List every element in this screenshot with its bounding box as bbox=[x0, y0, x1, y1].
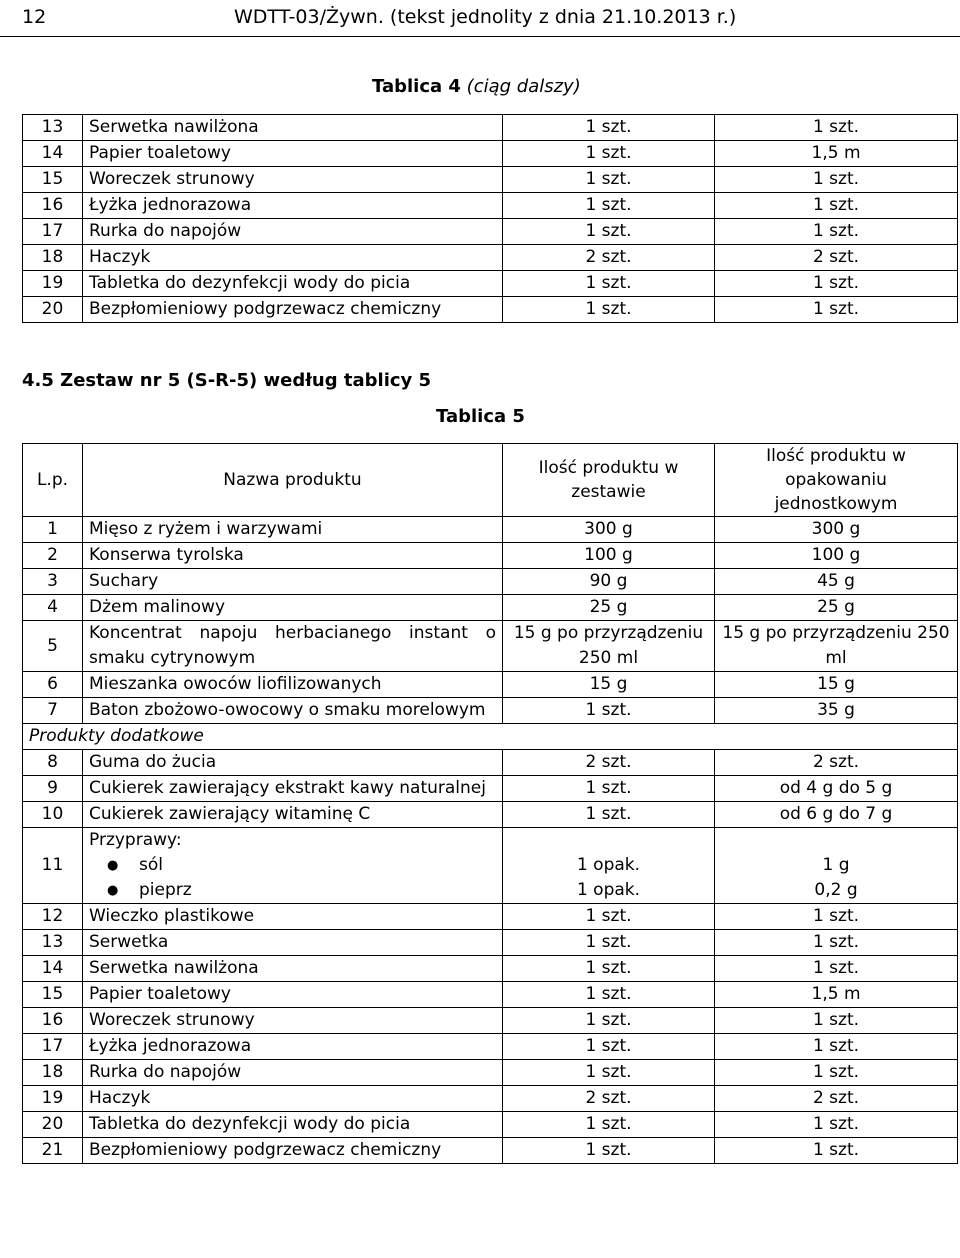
table-row bbox=[23, 956, 958, 982]
row-product-name: Papier toaletowy bbox=[83, 141, 503, 167]
row-package-quantity: 1,5 m bbox=[715, 141, 958, 167]
row-package-quantity: 1 szt. bbox=[715, 930, 958, 956]
row-quantity: 1 szt. bbox=[503, 219, 715, 245]
header-pack: Ilość produktu w opakowaniu jednostkowym bbox=[715, 444, 958, 517]
row-number: 1 bbox=[23, 517, 83, 543]
spice-value: 0,2 g bbox=[814, 880, 858, 900]
row-number: 11 bbox=[23, 828, 83, 904]
row-number: 10 bbox=[23, 802, 83, 828]
row-quantity: 1 szt. bbox=[503, 1060, 715, 1086]
table-row bbox=[23, 776, 958, 802]
row-package-quantity: 1 szt. bbox=[715, 219, 958, 245]
row-number: 14 bbox=[23, 141, 83, 167]
row-package-quantity: 1 szt. bbox=[715, 956, 958, 982]
table-row bbox=[23, 982, 958, 1008]
row-product-name: Rurka do napojów bbox=[83, 1060, 503, 1086]
row-quantity: 1 szt. bbox=[503, 956, 715, 982]
table-row bbox=[23, 621, 958, 672]
row-package-quantity: 2 szt. bbox=[715, 245, 958, 271]
row-number: 19 bbox=[23, 271, 83, 297]
table-row bbox=[23, 167, 958, 193]
row-number: 4 bbox=[23, 595, 83, 621]
row-number: 17 bbox=[23, 219, 83, 245]
header-lp: L.p. bbox=[23, 444, 83, 517]
row-product-name: Serwetka bbox=[83, 930, 503, 956]
row-package-quantity: 1,5 m bbox=[715, 982, 958, 1008]
table4-caption-note: (ciąg dalszy) bbox=[466, 76, 581, 97]
row-package-quantity: 1 szt. bbox=[715, 297, 958, 323]
row-product-name: Łyżka jednorazowa bbox=[83, 1034, 503, 1060]
spices-row bbox=[23, 828, 958, 904]
table-row bbox=[23, 271, 958, 297]
row-quantity: 1 szt. bbox=[503, 297, 715, 323]
row-number: 16 bbox=[23, 193, 83, 219]
page-number: 12 bbox=[22, 6, 47, 28]
row-package-quantity: 15 g po przyrządzeniu 250 ml bbox=[715, 621, 958, 672]
row-number: 16 bbox=[23, 1008, 83, 1034]
table-row bbox=[23, 245, 958, 271]
row-product-name: Papier toaletowy bbox=[83, 982, 503, 1008]
row-package-quantity: 35 g bbox=[715, 698, 958, 724]
table-row bbox=[23, 193, 958, 219]
spice-value: 1 opak. bbox=[576, 880, 641, 900]
section-heading: 4.5 Zestaw nr 5 (S-R-5) według tablicy 5 bbox=[22, 370, 432, 391]
row-quantity: 1 szt. bbox=[503, 982, 715, 1008]
row-number: 5 bbox=[23, 621, 83, 672]
row-quantity: 1 szt. bbox=[503, 1008, 715, 1034]
row-package-quantity: 25 g bbox=[715, 595, 958, 621]
row-product-name: Serwetka nawilżona bbox=[83, 115, 503, 141]
table4-caption bbox=[372, 76, 581, 97]
row-product-name: Tabletka do dezynfekcji wody do picia bbox=[83, 271, 503, 297]
row-package-quantity bbox=[715, 828, 958, 904]
table-row bbox=[23, 1112, 958, 1138]
row-number: 8 bbox=[23, 750, 83, 776]
row-package-quantity: 100 g bbox=[715, 543, 958, 569]
document-title: WDTT-03/Żywn. (tekst jednolity z dnia 21.10.2013 r.) bbox=[234, 6, 737, 28]
row-quantity: 1 szt. bbox=[503, 115, 715, 141]
row-number: 9 bbox=[23, 776, 83, 802]
row-number: 20 bbox=[23, 297, 83, 323]
table-row bbox=[23, 1086, 958, 1112]
row-number: 18 bbox=[23, 1060, 83, 1086]
row-product-name: Łyżka jednorazowa bbox=[83, 193, 503, 219]
header-name: Nazwa produktu bbox=[83, 444, 503, 517]
row-package-quantity: 2 szt. bbox=[715, 750, 958, 776]
row-number: 15 bbox=[23, 167, 83, 193]
row-product-name: Woreczek strunowy bbox=[83, 167, 503, 193]
spice-value: 1 opak. bbox=[576, 855, 641, 875]
row-package-quantity: od 4 g do 5 g bbox=[715, 776, 958, 802]
row-number: 13 bbox=[23, 930, 83, 956]
table-row bbox=[23, 219, 958, 245]
table-row bbox=[23, 595, 958, 621]
row-quantity: 1 szt. bbox=[503, 1034, 715, 1060]
row-package-quantity: 2 szt. bbox=[715, 1086, 958, 1112]
row-quantity: 25 g bbox=[503, 595, 715, 621]
row-product-name: Konserwa tyrolska bbox=[83, 543, 503, 569]
table-row bbox=[23, 930, 958, 956]
table-row bbox=[23, 802, 958, 828]
row-number: 15 bbox=[23, 982, 83, 1008]
row-quantity: 2 szt. bbox=[503, 1086, 715, 1112]
row-package-quantity: 1 szt. bbox=[715, 1138, 958, 1164]
row-number: 18 bbox=[23, 245, 83, 271]
row-product-name: Bezpłomieniowy podgrzewacz chemiczny bbox=[83, 1138, 503, 1164]
row-product-name: Bezpłomieniowy podgrzewacz chemiczny bbox=[83, 297, 503, 323]
row-quantity: 1 szt. bbox=[503, 698, 715, 724]
row-quantity: 1 szt. bbox=[503, 167, 715, 193]
row-product-name: Serwetka nawilżona bbox=[83, 956, 503, 982]
row-product-name: Dżem malinowy bbox=[83, 595, 503, 621]
row-quantity: 300 g bbox=[503, 517, 715, 543]
table4-caption-label: Tablica 4 bbox=[372, 76, 461, 97]
row-quantity: 1 szt. bbox=[503, 141, 715, 167]
row-quantity: 15 g po przyrządzeniu 250 ml bbox=[503, 621, 715, 672]
row-product-name: Haczyk bbox=[83, 1086, 503, 1112]
row-quantity: 2 szt. bbox=[503, 245, 715, 271]
row-quantity: 1 szt. bbox=[503, 776, 715, 802]
row-product-name: Mięso z ryżem i warzywami bbox=[83, 517, 503, 543]
page-header bbox=[0, 0, 960, 37]
table-row bbox=[23, 543, 958, 569]
table-row bbox=[23, 698, 958, 724]
row-package-quantity: 1 szt. bbox=[715, 1060, 958, 1086]
row-quantity: 1 szt. bbox=[503, 271, 715, 297]
row-package-quantity: od 6 g do 7 g bbox=[715, 802, 958, 828]
row-quantity bbox=[503, 828, 715, 904]
table-row bbox=[23, 569, 958, 595]
row-package-quantity: 1 szt. bbox=[715, 1112, 958, 1138]
row-quantity: 100 g bbox=[503, 543, 715, 569]
row-number: 20 bbox=[23, 1112, 83, 1138]
row-quantity: 1 szt. bbox=[503, 904, 715, 930]
table-row bbox=[23, 297, 958, 323]
row-product-name: Haczyk bbox=[83, 245, 503, 271]
table-row bbox=[23, 750, 958, 776]
row-package-quantity: 1 szt. bbox=[715, 167, 958, 193]
row-quantity: 1 szt. bbox=[503, 193, 715, 219]
spice-value: 1 g bbox=[822, 855, 850, 875]
table-4 bbox=[22, 114, 958, 323]
row-product-name: Baton zbożowo-owocowy o smaku morelowym bbox=[83, 698, 503, 724]
row-number: 12 bbox=[23, 904, 83, 930]
table-row bbox=[23, 1008, 958, 1034]
row-product-name: Woreczek strunowy bbox=[83, 1008, 503, 1034]
row-product-name: Koncentrat napoju herbacianego instant o smaku cytrynowym bbox=[83, 621, 503, 672]
row-number: 14 bbox=[23, 956, 83, 982]
table-row bbox=[23, 517, 958, 543]
row-package-quantity: 1 szt. bbox=[715, 271, 958, 297]
row-quantity: 90 g bbox=[503, 569, 715, 595]
extras-row bbox=[23, 724, 958, 750]
row-package-quantity: 1 szt. bbox=[715, 1034, 958, 1060]
table-row bbox=[23, 1138, 958, 1164]
row-product-name: Wieczko plastikowe bbox=[83, 904, 503, 930]
row-package-quantity: 1 szt. bbox=[715, 904, 958, 930]
row-product-name: Guma do żucia bbox=[83, 750, 503, 776]
row-product-name: Mieszanka owoców liofilizowanych bbox=[83, 672, 503, 698]
row-quantity: 1 szt. bbox=[503, 802, 715, 828]
row-number: 6 bbox=[23, 672, 83, 698]
row-number: 2 bbox=[23, 543, 83, 569]
row-package-quantity: 1 szt. bbox=[715, 193, 958, 219]
table-row bbox=[23, 141, 958, 167]
row-package-quantity: 1 szt. bbox=[715, 115, 958, 141]
row-number: 17 bbox=[23, 1034, 83, 1060]
row-product-name: Cukierek zawierający ekstrakt kawy naturalnej bbox=[83, 776, 503, 802]
table5-caption: Tablica 5 bbox=[436, 406, 525, 427]
row-quantity: 1 szt. bbox=[503, 1112, 715, 1138]
table-5 bbox=[22, 443, 958, 1164]
row-number: 19 bbox=[23, 1086, 83, 1112]
table-row bbox=[23, 1060, 958, 1086]
row-quantity: 1 szt. bbox=[503, 1138, 715, 1164]
spices-list bbox=[83, 828, 503, 904]
spice-item: ● sól bbox=[89, 853, 496, 878]
row-product-name: Tabletka do dezynfekcji wody do picia bbox=[83, 1112, 503, 1138]
table5-header-row bbox=[23, 444, 958, 517]
row-package-quantity: 15 g bbox=[715, 672, 958, 698]
row-number: 3 bbox=[23, 569, 83, 595]
row-product-name: Rurka do napojów bbox=[83, 219, 503, 245]
row-number: 13 bbox=[23, 115, 83, 141]
row-number: 7 bbox=[23, 698, 83, 724]
table-row bbox=[23, 1034, 958, 1060]
row-quantity: 15 g bbox=[503, 672, 715, 698]
row-product-name: Suchary bbox=[83, 569, 503, 595]
row-package-quantity: 300 g bbox=[715, 517, 958, 543]
spice-item: ● pieprz bbox=[89, 878, 496, 903]
table-row bbox=[23, 904, 958, 930]
row-product-name: Cukierek zawierający witaminę C bbox=[83, 802, 503, 828]
spices-title: Przyprawy: bbox=[89, 830, 182, 850]
row-package-quantity: 45 g bbox=[715, 569, 958, 595]
extras-label: Produkty dodatkowe bbox=[23, 724, 958, 750]
table-row bbox=[23, 115, 958, 141]
table-row bbox=[23, 672, 958, 698]
header-qty: Ilość produktu w zestawie bbox=[503, 444, 715, 517]
row-package-quantity: 1 szt. bbox=[715, 1008, 958, 1034]
row-quantity: 2 szt. bbox=[503, 750, 715, 776]
row-quantity: 1 szt. bbox=[503, 930, 715, 956]
row-number: 21 bbox=[23, 1138, 83, 1164]
